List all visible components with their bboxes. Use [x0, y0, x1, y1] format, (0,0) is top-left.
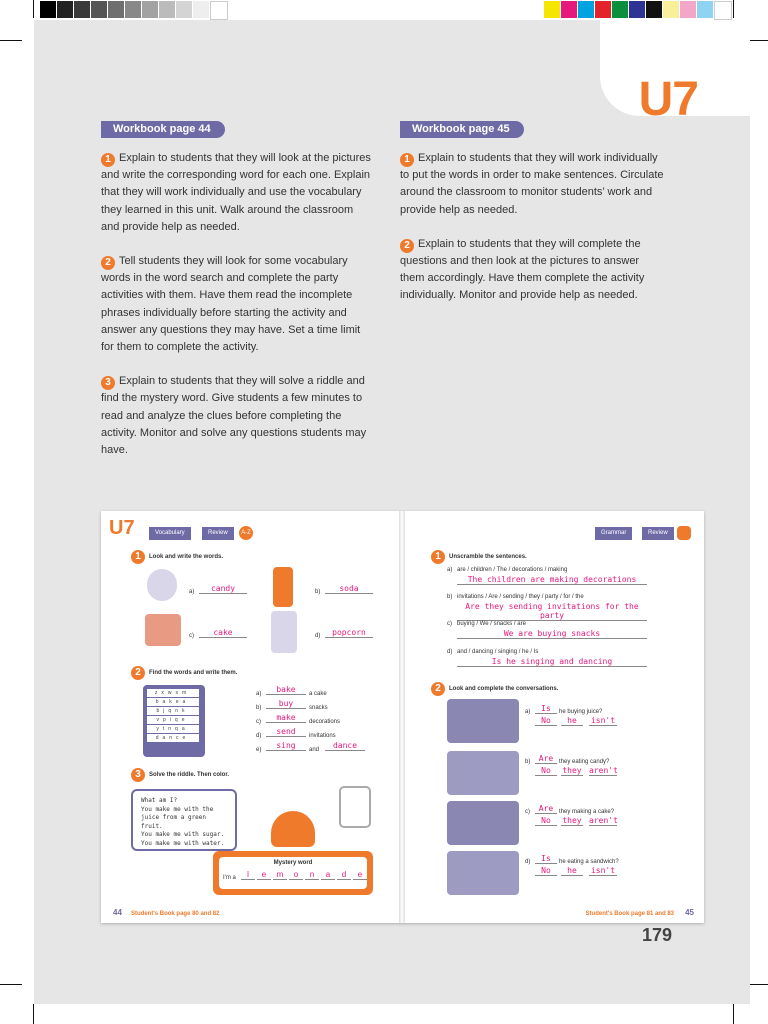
phrase-rest: snacks: [309, 705, 328, 711]
convo-answer: he: [561, 866, 583, 876]
photo-kids-candy: [447, 751, 519, 795]
photo-boy-sandwich: [447, 851, 519, 895]
riddle-line: You make me with sugar.: [141, 831, 225, 838]
sentence-answer: Is he singing and dancing: [457, 657, 647, 667]
mystery-title: Mystery word: [273, 860, 313, 866]
left-item-1: [101, 150, 371, 236]
unit-label: U7: [638, 73, 698, 126]
wb-r-ex1-title: Unscramble the sentences.: [449, 554, 527, 560]
grid-row-text: bakea: [147, 698, 199, 706]
left-item-text: Explain to students that they will look at the pictures and write the corresponding word for each one. Explain that they will work individually and use the vocabulary they learned in this unit. Walk around the classroom and provide help as needed.: [101, 152, 371, 233]
phrase-answer: send: [266, 727, 306, 737]
number-badge: 1: [400, 153, 414, 167]
convo-answer: they: [562, 766, 582, 775]
az-icon: A-Z: [239, 526, 253, 540]
right-item-text: Explain to students that they will complete the questions and then look at the pictures to answer them accordingly. Have them complete the activity individually. Monitor and provide help as needed.: [400, 237, 645, 302]
convo-rest: they making a cake?: [559, 809, 615, 815]
wb-tab-vocabulary: Vocabulary: [149, 527, 191, 540]
mystery-letter: l: [241, 870, 255, 880]
grid-row: [146, 688, 202, 697]
mystery-inner: [219, 857, 367, 889]
grid-row: [146, 706, 202, 715]
sentence-prompt: buying / We / snacks / are: [457, 621, 526, 627]
mystery-letter: d: [337, 870, 351, 880]
wb-ex3-title: Solve the riddle. Then color.: [149, 772, 230, 778]
riddle-line: What am I?: [141, 797, 178, 804]
crop-mark: [0, 984, 22, 985]
convo-letter: d): [525, 859, 531, 865]
exercise-badge: 1: [431, 550, 445, 564]
color-bar: [544, 1, 732, 18]
convo-letter: b): [525, 759, 531, 765]
convo-rest: they eating candy?: [559, 759, 610, 765]
number-badge: 1: [101, 153, 115, 167]
convo-rest: he buying juice?: [559, 709, 603, 715]
sentence-prompt: are / children / The / decorations / making: [457, 567, 568, 573]
wb-footer-left: Student's Book page 80 and 82: [131, 911, 220, 917]
word-letter: b): [315, 589, 321, 595]
left-item-text: Tell students they will look for some vocabulary words in the word search and complete the party activities with them. Have them read the incomplete phrases individually before starting the activity and answer any questions they may have. Set a time limit for them to complete the activity.: [101, 255, 361, 354]
phrase-rest: invitations: [309, 733, 336, 739]
mystery-box: [213, 851, 373, 895]
crop-mark: [733, 1004, 734, 1024]
sentence-letter: b): [447, 594, 453, 600]
convo-answer: they: [562, 816, 582, 825]
phrase-letter: b): [256, 705, 262, 711]
convo-question: Are: [535, 754, 557, 764]
exercise-badge: 2: [431, 682, 445, 696]
mystery-letters: [241, 870, 367, 880]
crop-mark: [33, 1004, 34, 1024]
sentence-answer: Are they sending invitations for the party: [457, 602, 647, 621]
workbook-spread: [101, 511, 704, 923]
phrase-answer: make: [266, 713, 306, 723]
convo-answer: he: [561, 716, 583, 726]
phrase-answer: bake: [266, 685, 306, 695]
grayscale-bar: [40, 1, 228, 18]
convo-letter: a): [525, 709, 531, 715]
left-item-text: Explain to students that they will solve a riddle and find the mystery word. Give students a few minutes to read and analyze the clues before completing the activity. Monitor and solve any questions students may have.: [101, 375, 367, 457]
popcorn-picture: [271, 611, 297, 653]
sentence-answer: The children are making decorations: [457, 575, 647, 585]
wb-tab-review: Review: [201, 527, 234, 540]
grid-row-text: zxwsm: [147, 689, 199, 697]
workbook-page-44: [101, 511, 399, 923]
phrase-answer: buy: [266, 699, 306, 709]
phrase-answer: sing: [266, 741, 306, 751]
riddle-line: juice from a green fruit.: [141, 814, 207, 830]
grid-row-text: ytnqa: [147, 725, 199, 733]
convo-answer: No: [535, 866, 557, 876]
sentence-letter: d): [447, 649, 453, 655]
photo-kids-cake: [447, 801, 519, 845]
right-column: [400, 150, 666, 322]
word-search-grid: [143, 685, 205, 757]
mystery-letter: e: [353, 870, 367, 880]
grid-row: [146, 724, 202, 733]
word-answer: cake: [199, 628, 247, 638]
word-answer: soda: [325, 584, 373, 594]
exercise-badge: 2: [131, 666, 145, 680]
phrase-letter: c): [256, 719, 261, 725]
convo-answer: No: [535, 766, 557, 776]
workbook-page-45: [405, 511, 704, 923]
page-number: 179: [641, 925, 672, 945]
convo-question: Is: [535, 704, 557, 714]
phrase-letter: a): [256, 691, 262, 697]
number-badge: 2: [101, 256, 115, 270]
cake-picture: [145, 614, 181, 646]
phrase-letter: e): [256, 747, 262, 753]
right-item-2: [400, 236, 666, 305]
wb-page-num-left: 44: [113, 908, 122, 917]
candy-picture: [147, 569, 177, 601]
crop-mark: [733, 0, 734, 18]
convo-answer: No: [535, 716, 557, 726]
lemonade-jar-picture: [339, 786, 371, 828]
mystery-letter: n: [305, 870, 319, 880]
convo-answer: aren't: [589, 766, 618, 775]
convo-answer: No: [535, 816, 557, 826]
convo-answer: isn't: [590, 866, 616, 875]
mystery-prefix: I'm a: [223, 875, 236, 881]
grammar-icon: [677, 526, 691, 540]
phrase-rest: decorations: [309, 719, 341, 725]
mystery-letter: o: [289, 870, 303, 880]
grid-row: [146, 697, 202, 706]
left-item-3: [101, 373, 371, 459]
crop-mark: [0, 40, 22, 41]
soda-picture: [273, 567, 293, 607]
word-answer: candy: [199, 584, 247, 594]
phrase-rest: and: [309, 747, 320, 753]
riddle-box: [131, 789, 237, 851]
crop-mark: [33, 0, 34, 18]
wb-ex1-title: Look and write the words.: [149, 554, 224, 560]
left-column: [101, 150, 371, 476]
exercise-badge: 3: [131, 768, 145, 782]
mystery-letter: a: [321, 870, 335, 880]
right-heading: Workbook page 45: [400, 121, 524, 138]
grid-row-text: vpiqe: [147, 716, 199, 724]
mystery-letter: m: [273, 870, 287, 880]
exercise-badge: 1: [131, 550, 145, 564]
wb-tab-grammar: Grammar: [595, 527, 632, 540]
phrase-rest: a cake: [309, 691, 327, 697]
word-letter: a): [189, 589, 195, 595]
grid-row: [146, 733, 202, 742]
phrase-letter: d): [256, 733, 262, 739]
convo-answer: aren't: [589, 816, 618, 825]
convo-rest: he eating a sandwich?: [559, 859, 619, 865]
convo-question: Is: [535, 854, 557, 864]
riddle-line: You make me with the: [141, 805, 214, 813]
riddle-line: You make me with water.: [141, 839, 225, 847]
number-badge: 2: [400, 239, 414, 253]
convo-answer: isn't: [590, 716, 616, 725]
sentence-answer: We are buying snacks: [457, 629, 647, 639]
number-badge: 3: [101, 376, 115, 390]
word-letter: d): [315, 633, 321, 639]
grid-row-text: dance: [147, 734, 199, 742]
convo-question: Are: [535, 804, 557, 814]
word-answer: popcorn: [325, 628, 373, 638]
wb-tab-review-right: Review: [641, 527, 674, 540]
sentence-letter: c): [447, 621, 452, 627]
right-item-text: Explain to students that they will work individually to put the words in order to make sentences. Circulate around the classroom to monitor students’ work and provide help as needed.: [400, 152, 664, 216]
wb-page-num-right: 45: [685, 908, 694, 917]
grid-row: [146, 715, 202, 724]
convo-letter: c): [525, 809, 530, 815]
sentence-prompt: invitations / Are / sending / they / party / for / the: [457, 594, 584, 600]
wb-ex2-title: Find the words and write them.: [149, 670, 238, 676]
photo-boy-juice: [447, 699, 519, 743]
monster-picture: [271, 811, 315, 847]
sentence-prompt: and / dancing / singing / he / Is: [457, 649, 539, 655]
sentence-letter: a): [447, 567, 453, 573]
grid-row-text: bjqnk: [147, 707, 199, 715]
wb-unit-label: U7: [109, 517, 135, 539]
right-item-1: [400, 150, 666, 219]
word-letter: c): [189, 633, 194, 639]
wb-footer-right: Student's Book page 81 and 83: [585, 911, 674, 917]
wb-r-ex2-title: Look and complete the conversations.: [449, 686, 559, 692]
mystery-letter: e: [257, 870, 271, 880]
left-item-2: [101, 253, 371, 356]
phrase-answer: dance: [325, 741, 365, 751]
left-heading: Workbook page 44: [101, 121, 225, 138]
